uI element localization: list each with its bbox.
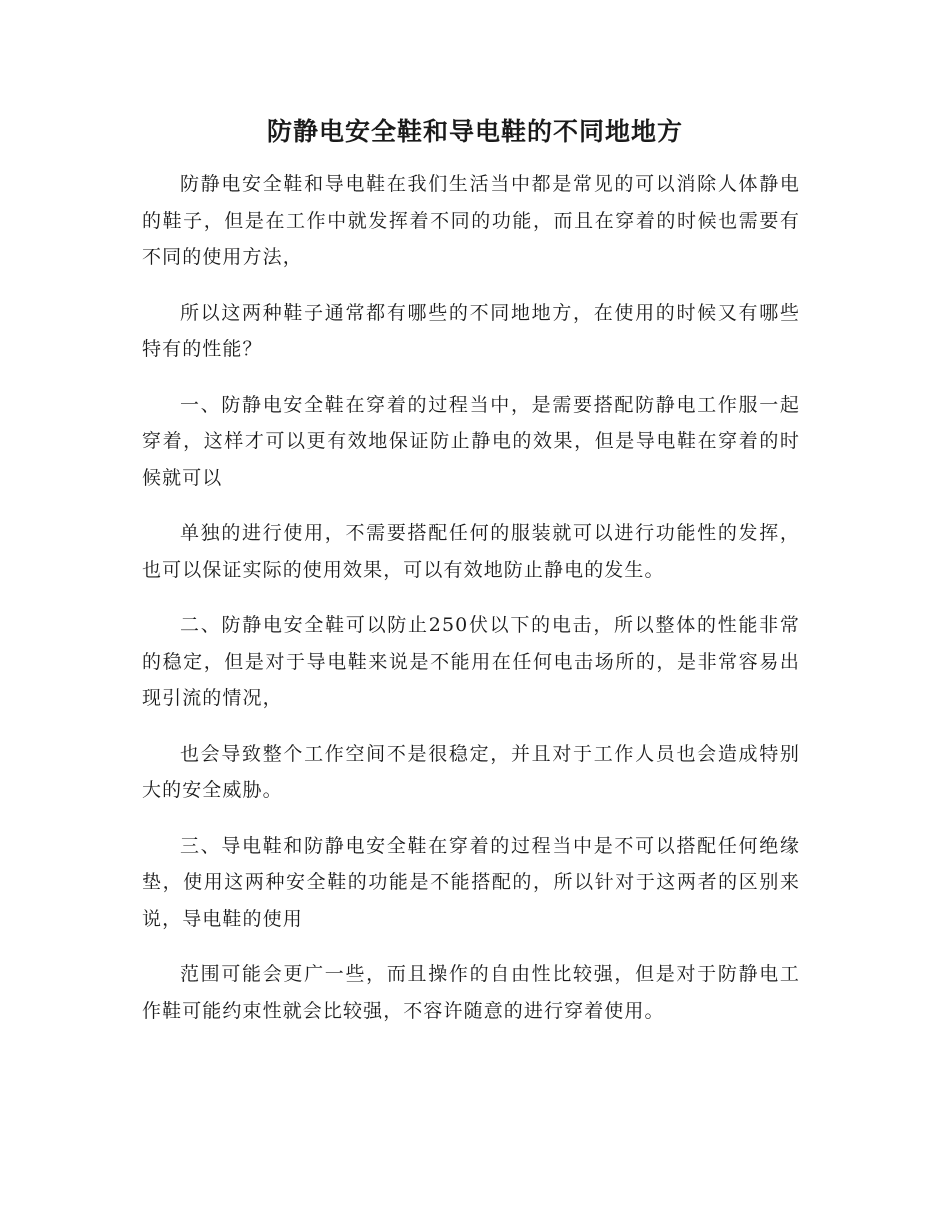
paragraph-point-one-continued: 单独的进行使用，不需要搭配任何的服装就可以进行功能性的发挥，也可以保证实际的使用效果，可以有效地防止静电的发生。 — [142, 522, 800, 581]
page-title: 防静电安全鞋和导电鞋的不同地地方 — [266, 117, 683, 146]
paragraph-point-three-continued: 范围可能会更广一些，而且操作的自由性比较强，但是对于防静电工作鞋可能约束性就会比较强，不容许随意的进行穿着使用。 — [142, 963, 800, 1022]
document-body — [142, 166, 800, 1048]
paragraph-point-two-continued: 也会导致整个工作空间不是很稳定，并且对于工作人员也会造成特别大的安全威胁。 — [142, 742, 800, 801]
paragraph-intro: 防静电安全鞋和导电鞋在我们生活当中都是常见的可以消除人体静电的鞋子，但是在工作中就发挥着不同的功能，而且在穿着的时候也需要有不同的使用方法， — [142, 173, 800, 268]
paragraph-point-one: 一、防静电安全鞋在穿着的过程当中，是需要搭配防静电工作服一起穿着，这样才可以更有效地保证防止静电的效果，但是导电鞋在穿着的时候就可以 — [142, 393, 800, 489]
paragraph-question: 所以这两种鞋子通常都有哪些的不同地地方，在使用的时候又有哪些特有的性能？ — [142, 301, 800, 360]
paragraph-point-three: 三、导电鞋和防静电安全鞋在穿着的过程当中是不可以搭配任何绝缘垫，使用这两种安全鞋的功能是不能搭配的，所以针对于这两者的区别来说，导电鞋的使用 — [142, 834, 800, 930]
paragraph-point-two: 二、防静电安全鞋可以防止250伏以下的电击，所以整体的性能非常的稳定，但是对于导电鞋来说是不能用在任何电击场所的，是非常容易出现引流的情况， — [142, 614, 800, 709]
